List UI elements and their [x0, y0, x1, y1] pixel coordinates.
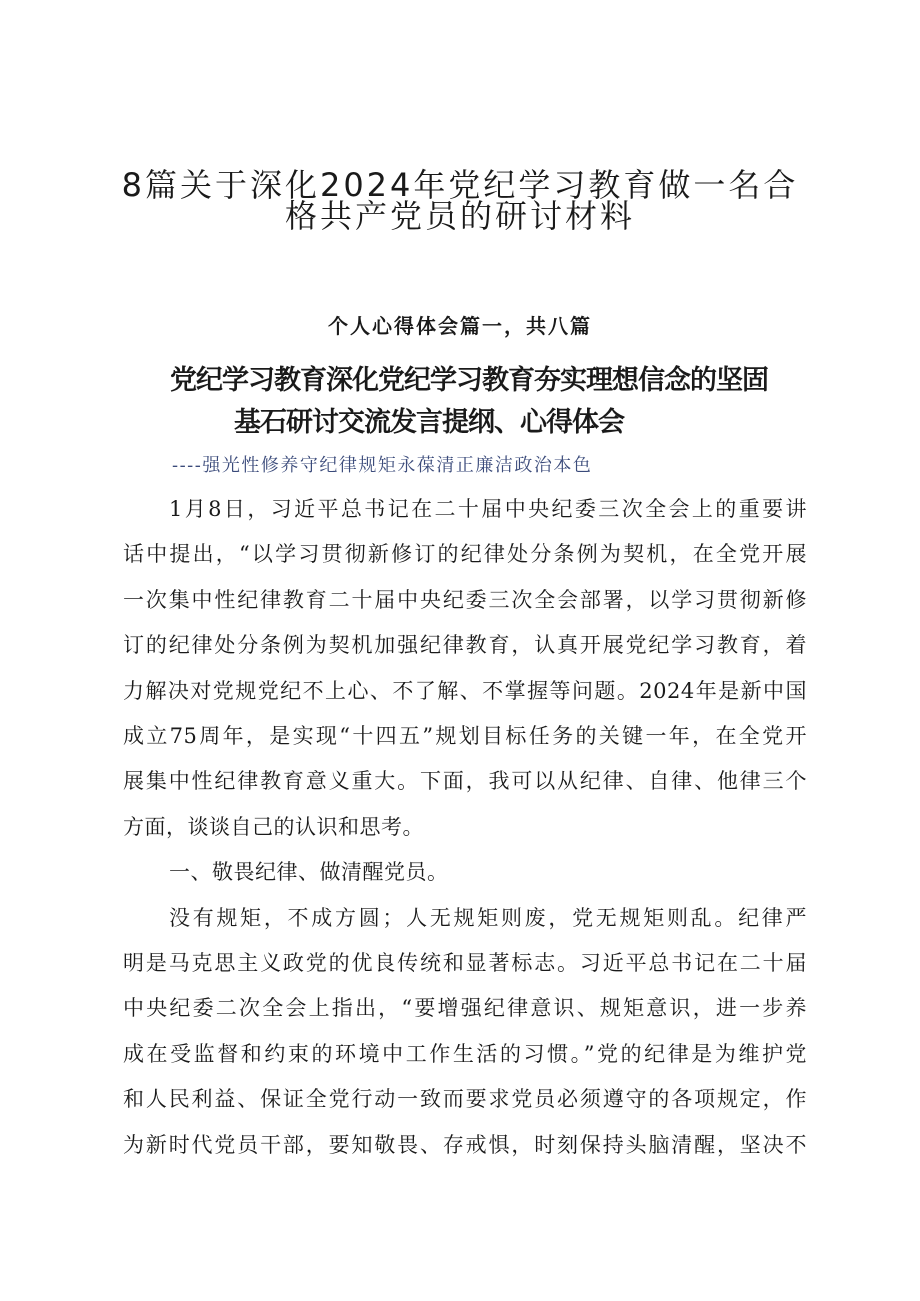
- body-line: 一、敬畏纪律、做清醒党员。: [169, 860, 449, 885]
- body-line: 话中提出，“以学习贯彻新修订的纪律处分条例为契机，在全党开展: [123, 542, 807, 567]
- body-line: 方面，谈谈自己的认识和思考。: [123, 814, 424, 839]
- subtitle-line-2: 基石研讨交流发言提纲、心得体会: [234, 407, 624, 438]
- document-title-line-2: 格共产党员的研讨材料: [284, 197, 635, 235]
- body-line: 订的纪律处分条例为契机加强纪律教育，认真开展党纪学习教育，着: [123, 633, 807, 658]
- section-label: 个人心得体会篇一，共八篇: [328, 314, 592, 338]
- body-text: [123, 487, 807, 1168]
- body-line: 成在受监督和约束的环境中工作生活的习惯。”党的纪律是为维护党: [123, 1041, 807, 1066]
- document-title-line-1: 8篇关于深化2024年党纪学习教育做一名合: [121, 166, 799, 204]
- subtitle-line-1: 党纪学习教育深化党纪学习教育夯实理想信念的坚固: [170, 365, 768, 396]
- tagline: ----强光性修养守纪律规矩永葆清正廉洁政治本色: [172, 455, 593, 476]
- body-line: 一次集中性纪律教育二十届中央纪委三次全会部署，以学习贯彻新修: [123, 587, 807, 612]
- body-line: 1月8日，习近平总书记在二十届中央纪委三次全会上的重要讲: [169, 497, 807, 521]
- body-line: 力解决对党规党纪不上心、不了解、不掌握等问题。2024年是新中国: [123, 678, 807, 703]
- body-line: 和人民利益、保证全党行动一致而要求党员必须遵守的各项规定，作: [123, 1087, 807, 1112]
- body-line: 展集中性纪律教育意义重大。下面，我可以从纪律、自律、他律三个: [123, 769, 807, 794]
- body-line: 为新时代党员干部，要知敬畏、存戒惧，时刻保持头脑清醒，坚决不: [123, 1132, 807, 1157]
- body-line: 中央纪委二次全会上指出，“要增强纪律意识、规矩意识，进一步养: [123, 996, 807, 1021]
- body-line: 没有规矩，不成方圆；人无规矩则废，党无规矩则乱。纪律严: [169, 905, 807, 930]
- body-line: 明是马克思主义政党的优良传统和显著标志。习近平总书记在二十届: [123, 951, 807, 976]
- body-line: 成立75周年，是实现“十四五”规划目标任务的关键一年，在全党开: [123, 724, 807, 749]
